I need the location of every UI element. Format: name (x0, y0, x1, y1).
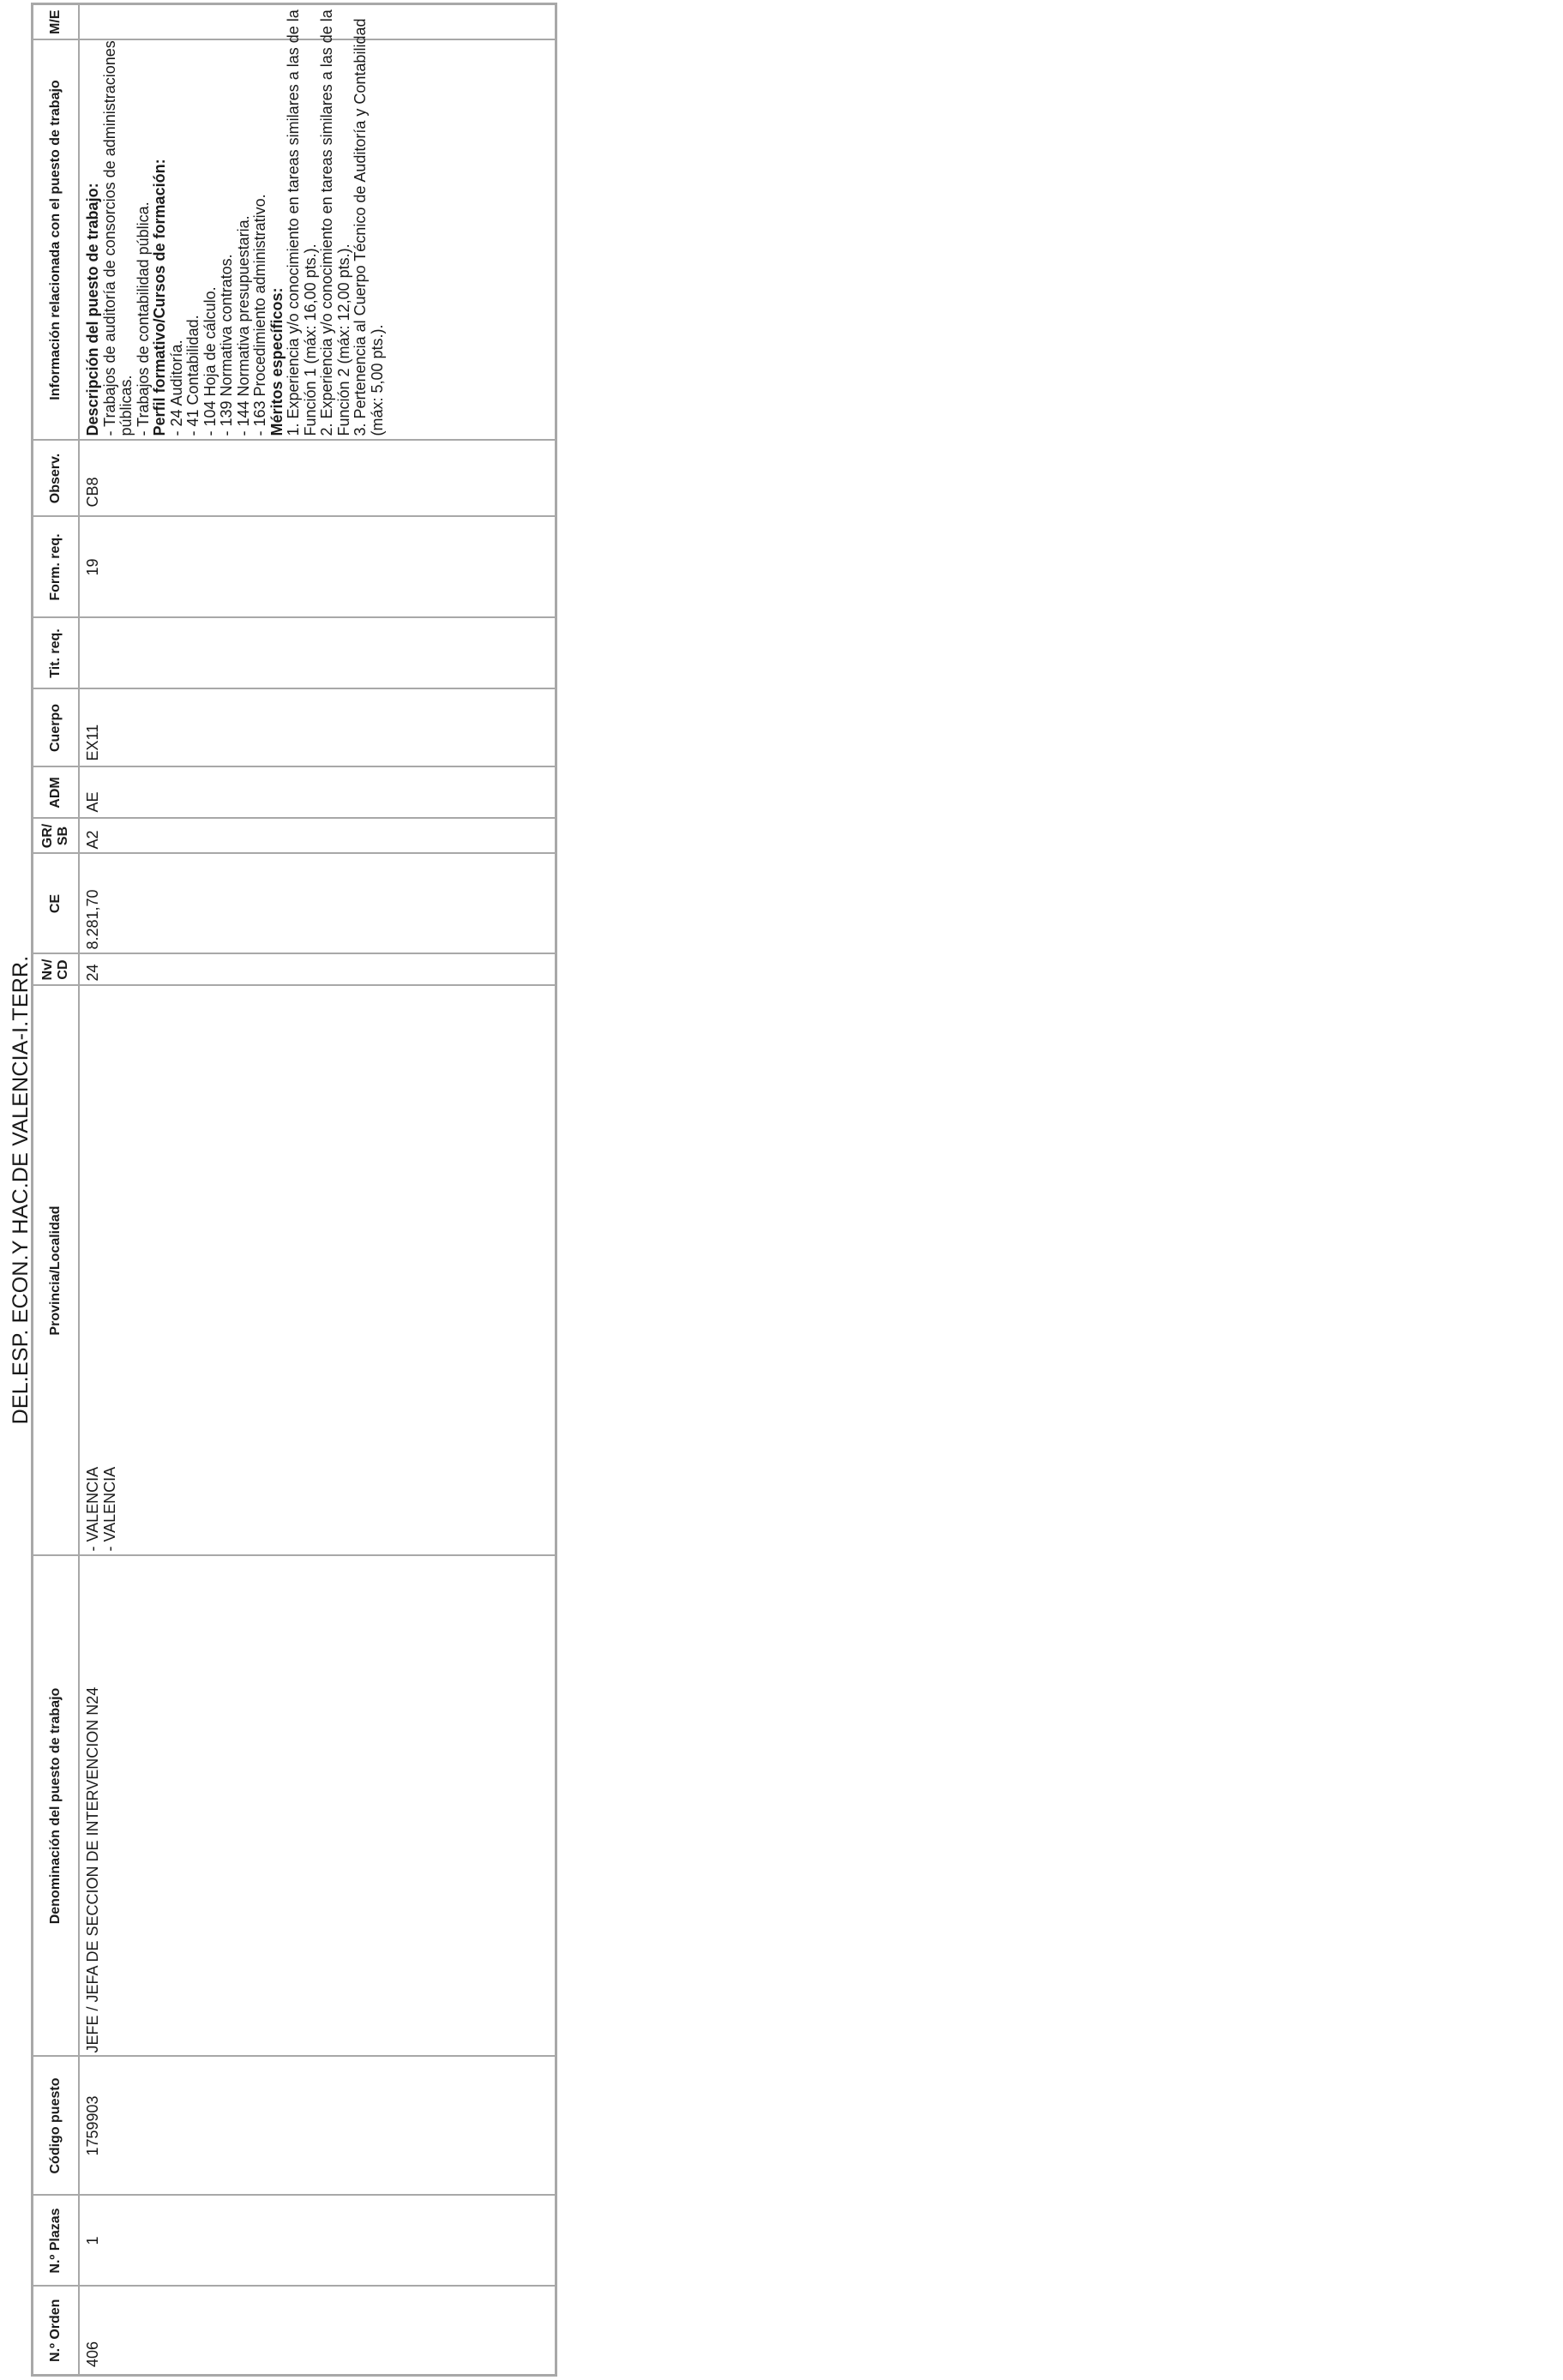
info-line: - 41 Contabilidad. (184, 315, 201, 436)
gr-sb-value: A2 (84, 830, 101, 850)
info-line: - Trabajos de contabilidad pública. (134, 201, 152, 436)
header-adm: ADM (33, 767, 80, 819)
header-info: Información relacionada con el puesto de trabajo (33, 40, 80, 441)
header-observ: Observ. (33, 441, 80, 517)
info-line: - Trabajos de auditoría de consorcios de administraciones (100, 40, 118, 436)
cell-form (79, 517, 556, 618)
provincia-list (80, 987, 118, 1555)
cell-ce (79, 854, 556, 954)
rotated-page (0, 0, 566, 2380)
info-line: Función 1 (máx: 16,00 pts.). (301, 243, 319, 436)
nv-cd-value: 24 (84, 964, 101, 982)
cell-nv-cd (79, 954, 556, 986)
info-line: 2. Experiencia y/o conocimiento en tareas similares a las de la (318, 9, 335, 436)
info-list (80, 9, 386, 440)
cell-info (79, 9, 556, 441)
header-orden: N.º Orden (33, 2287, 80, 2376)
info-line: - 163 Procedimiento administrativo. (251, 194, 268, 436)
cuerpo-value: EX11 (84, 724, 101, 761)
info-line: 1. Experiencia y/o conocimiento en tareas similares a las de la (285, 9, 302, 436)
tit-value (80, 619, 85, 688)
codigo-value: 1759903 (84, 2095, 101, 2156)
info-section-heading: Perfil formativo/Cursos de formación: (151, 159, 168, 436)
orden-value: 406 (84, 2341, 101, 2367)
me-value (80, 5, 85, 39)
ce-value: 8.281,70 (84, 889, 101, 950)
provincia-value: - VALENCIA (84, 1466, 101, 1552)
cell-observ (79, 441, 556, 517)
cell-codigo (79, 2057, 556, 2196)
denominacion-value: JEFE / JEFA DE SECCION DE INTERVENCION N24 (84, 1686, 101, 2053)
cell-provincia (79, 986, 556, 1556)
cell-denominacion (79, 1556, 556, 2057)
header-cuerpo: Cuerpo (33, 689, 80, 767)
header-codigo: Código puesto (33, 2057, 80, 2196)
header-gr-sb: GR/ SB (33, 819, 80, 854)
cell-gr-sb (79, 819, 556, 854)
adm-value: AE (84, 791, 101, 813)
info-section-heading: Méritos específicos: (268, 287, 286, 436)
header-plazas: N.º Plazas (33, 2196, 80, 2287)
header-nv-cd: Nv/ CD (33, 954, 80, 986)
header-row (33, 4, 80, 2376)
form-value: 19 (84, 558, 101, 576)
table-row (79, 4, 556, 2376)
observ-value: CB8 (84, 477, 101, 508)
cell-cuerpo (79, 689, 556, 767)
info-line: - 104 Hoja de cálculo. (201, 286, 219, 436)
header-ce: CE (33, 854, 80, 954)
info-line: - 24 Auditoría. (167, 340, 185, 436)
cell-orden (79, 2287, 556, 2376)
header-me: M/E (33, 4, 80, 40)
info-line: Función 2 (máx: 12,00 pts.). (334, 243, 352, 436)
info-line: - 144 Normativa presupuestaria. (234, 215, 252, 436)
info-line: 3. Pertenencia al Cuerpo Técnico de Auditoría y Contabilidad (352, 18, 369, 436)
header-form: Form. req. (33, 517, 80, 618)
localidad-value: - VALENCIA (100, 1466, 118, 1552)
cell-tit (79, 618, 556, 689)
positions-table (31, 3, 557, 2377)
cell-adm (79, 767, 556, 819)
header-provincia: Provincia/Localidad (33, 986, 80, 1556)
page-title: DEL.ESP. ECON.Y HAC.DE VALENCIA-I.TERR. (9, 955, 33, 1425)
info-line: - 139 Normativa contratos. (218, 254, 235, 436)
info-line: (máx: 5,00 pts.). (368, 324, 386, 436)
plazas-value: 1 (84, 2236, 101, 2245)
header-denominacion: Denominación del puesto de trabajo (33, 1556, 80, 2057)
info-line: públicas. (117, 375, 135, 436)
cell-plazas (79, 2196, 556, 2287)
header-tit: Tit. req. (33, 618, 80, 689)
info-section-heading: Descripción del puesto de trabajo: (84, 183, 101, 436)
